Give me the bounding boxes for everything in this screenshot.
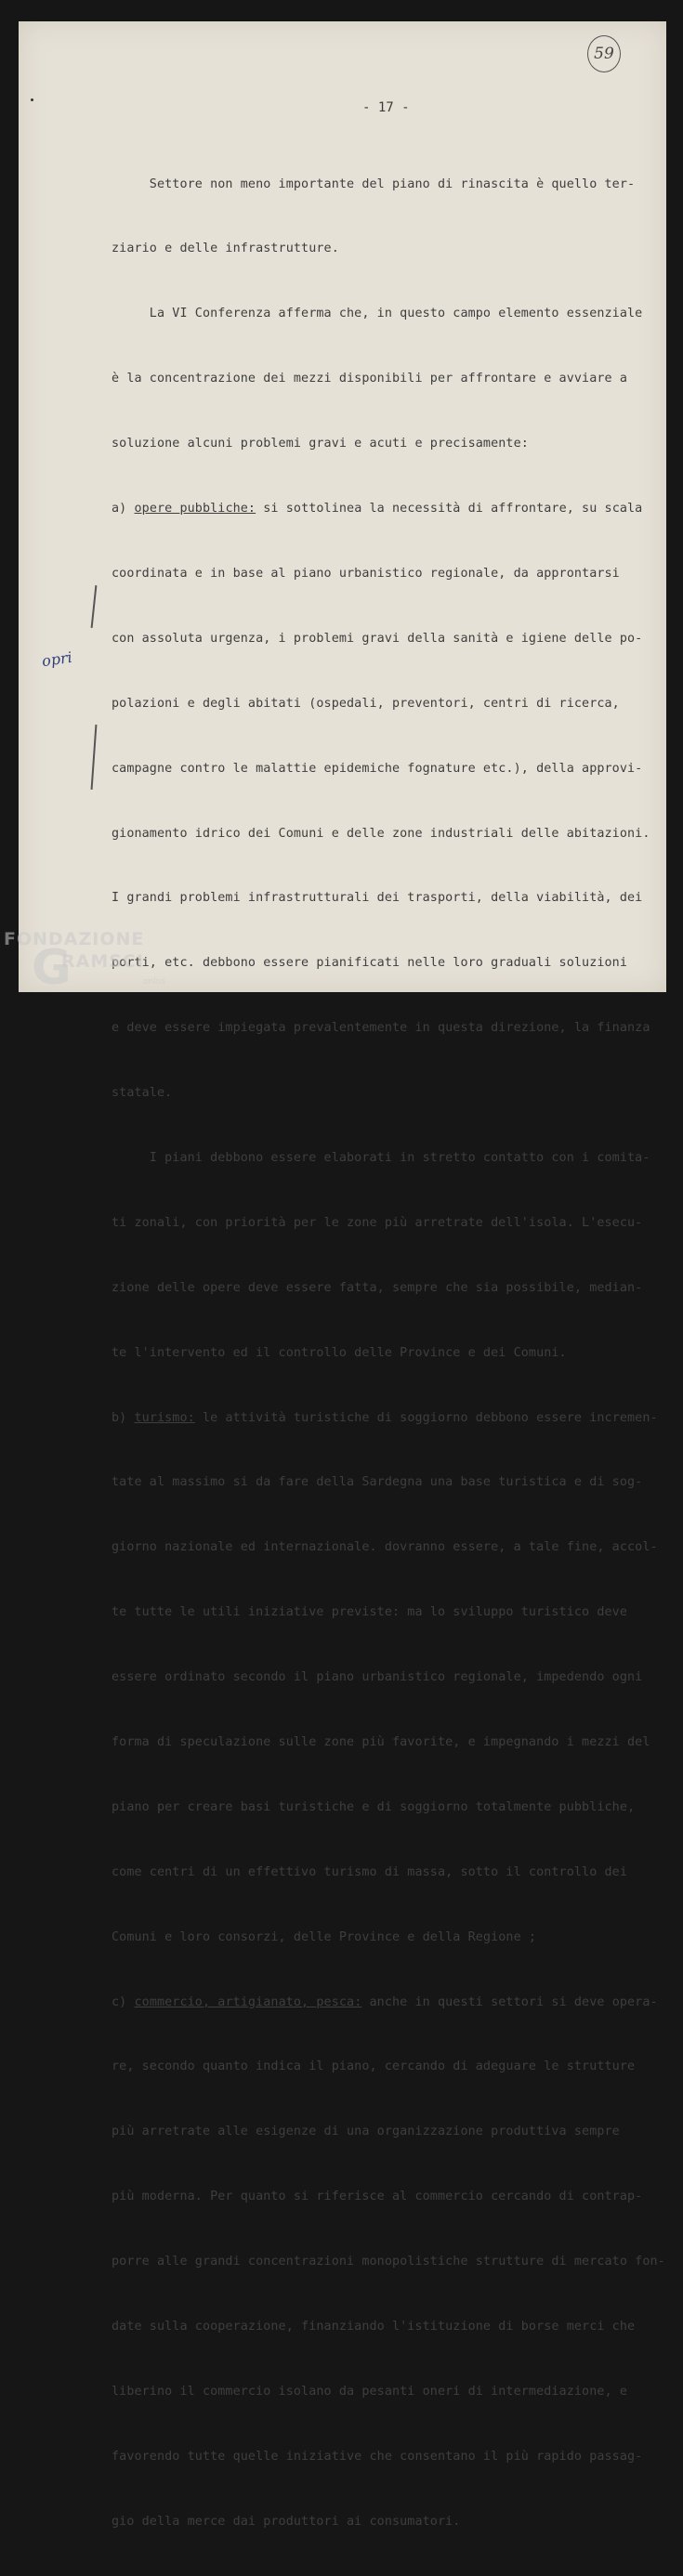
watermark-line1: FONDAZIONE — [4, 929, 145, 949]
watermark-g-letter: G — [32, 940, 72, 996]
text-line: forma di speculazione sulle zone più favorite, e impegnando i mezzi del — [112, 1734, 650, 1749]
text-line: te tutte le utili iniziative previste: ma lo sviluppo turistico deve — [112, 1605, 628, 1620]
text-line: come centri di un effettivo turismo di massa, sotto il controllo dei — [112, 1864, 628, 1879]
watermark-line2: RAMSCI — [61, 951, 144, 972]
text-line: giorno nazionale ed internazionale. dovranno essere, a tale fine, accol- — [112, 1540, 658, 1555]
archive-page-stamp: 59 — [587, 35, 621, 72]
text-line: date sulla cooperazione, finanziando l'istituzione di borse merci che — [112, 2319, 636, 2334]
page-number: - 17 - — [362, 100, 410, 115]
text-line: zione delle opere deve essere fatta, sempre che sia possibile, median- — [112, 1280, 643, 1295]
text-line: campagne contro le malattie epidemiche fognature etc.), della approvi- — [112, 761, 643, 776]
text-line: è la concentrazione dei mezzi disponibili per affrontare e avviare a — [112, 372, 628, 386]
text-line: gionamento idrico dei Comuni e delle zone industriali delle abitazioni. — [112, 826, 650, 841]
text-line: ti zonali, con priorità per le zone più arretrate dell'isola. L'esecu- — [112, 1215, 643, 1230]
text-line: statale. — [112, 1086, 173, 1101]
text-line: piano per creare basi turistiche e di soggiorno totalmente pubbliche, — [112, 1799, 636, 1814]
text-line: re, secondo quanto indica il piano, cercando di adeguare le strutture — [112, 2059, 636, 2074]
text-line: I grandi problemi infrastrutturali dei trasporti, della viabilità, dei — [112, 891, 643, 906]
text-line-opere-pubbliche: a) opere pubbliche: si sottolinea la necessità di affrontare, su scala — [112, 502, 643, 517]
text-line: soluzione alcuni problemi gravi e acuti e precisamente: — [112, 437, 529, 451]
text-line: I piani debbono essere elaborati in stretto contatto con i comita- — [112, 1150, 650, 1165]
ink-dot — [31, 98, 33, 101]
watermark-suffix: onlus — [143, 977, 166, 987]
text-line: porti, etc. debbono essere pianificati nelle loro graduali soluzioni — [112, 956, 628, 971]
text-line: Settore non meno importante del piano di rinascita è quello ter- — [112, 177, 636, 191]
text-line: favorendo tutte quelle iniziative che consentano il più rapido passag- — [112, 2449, 643, 2464]
text-line: gio della merce dai produttori ai consumatori. — [112, 2514, 461, 2529]
text-line: ziario e delle infrastrutture. — [112, 242, 339, 256]
text-line: La VI Conferenza afferma che, in questo campo elemento essenziale — [112, 307, 643, 321]
text-line: più arretrate alle esigenze di una organizzazione produttiva sempre — [112, 2125, 620, 2139]
text-line: porre alle grandi concentrazioni monopolistiche strutture di mercato fon- — [112, 2255, 665, 2269]
text-line: coordinata e in base al piano urbanistico regionale, da approntarsi — [112, 566, 620, 581]
text-line: tate al massimo si da fare della Sardegna una base turistica e di sog- — [112, 1475, 643, 1490]
text-line: Comuni e loro consorzi, delle Province e della Regione ; — [112, 1929, 537, 1944]
text-line: più moderna. Per quanto si riferisce al commercio cercando di contrap- — [112, 2190, 643, 2204]
text-line-turismo: b) turismo: le attività turistiche di soggiorno debbono essere incremen- — [112, 1410, 658, 1425]
text-line: e deve essere impiegata prevalentemente in questa direzione, la finanza — [112, 1021, 650, 1036]
section-heading: turismo: — [134, 1410, 195, 1425]
typed-text-body — [112, 130, 669, 2576]
text-line: polazioni e degli abitati (ospedali, preventori, centri di ricerca, — [112, 696, 620, 711]
text-line: te l'intervento ed il controllo delle Province e dei Comuni. — [112, 1345, 567, 1360]
text-line-commercio: c) commercio, artigianato, pesca: anche in questi settori si deve opera- — [112, 1994, 658, 2009]
text-line: con assoluta urgenza, i problemi gravi della sanità e igiene delle po- — [112, 631, 643, 646]
text-line: liberino il commercio isolano da pesanti oneri di intermediazione, e — [112, 2384, 628, 2399]
section-heading: commercio, artigianato, pesca: — [134, 1994, 362, 2009]
section-heading: opere pubbliche: — [134, 502, 256, 517]
fondazione-gramsci-watermark — [4, 925, 190, 1000]
text-line: essere ordinato secondo il piano urbanistico regionale, impedendo ogni — [112, 1670, 643, 1685]
handwritten-margin-note: opri — [40, 647, 73, 671]
